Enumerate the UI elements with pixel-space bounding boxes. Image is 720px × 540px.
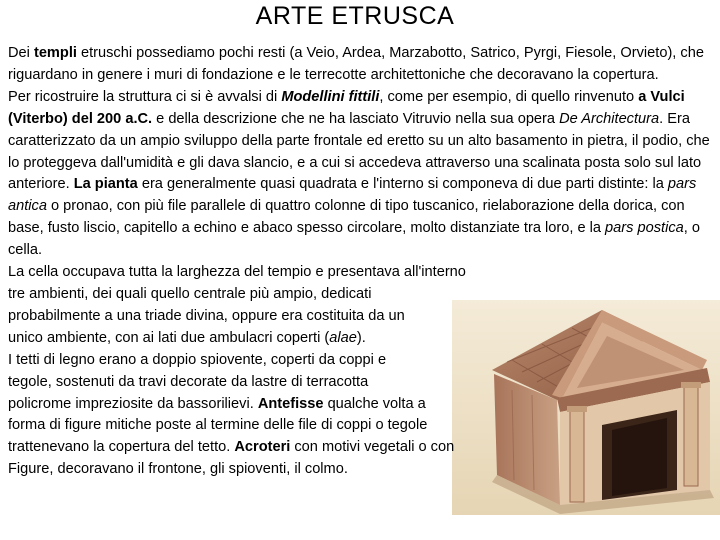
line-tetti-5: [8, 437, 712, 459]
line-tetti-6: Figure, decoravano il frontone, gli spioventi, il colmo.: [8, 461, 348, 478]
text-run: era generalmente quasi quadrata e l'interno si componeva di due parti distinte: la: [137, 176, 668, 193]
term-de-architectura: De Architectura: [559, 110, 660, 127]
text-run: , o cella.: [8, 220, 700, 259]
paragraph-intro: [8, 43, 712, 87]
text-run: unico ambiente, con ai lati due ambulacri coperti (: [8, 329, 330, 346]
line-cella-3: probabilmente a una triade divina, oppure era costituita da un: [8, 307, 405, 324]
term-antefisse: Antefisse: [257, 395, 324, 412]
term-pars-postica: pars postica: [605, 220, 684, 237]
text-run: Dei: [8, 45, 34, 61]
line-cella-1: La cella occupava tutta la larghezza del tempio e presentava all'interno: [8, 264, 466, 281]
line-cella-4: [8, 328, 712, 350]
text-run: . Era caratterizzato da un ampio sviluppo della parte frontale ed eretto su un alto basamento in pietra, il podio, che lo proteggeva dall'umidità e gli dava slancio, e a cui si accedeva attraverso una scalinata posta solo sul lato anteriore.: [8, 110, 710, 193]
text-run: o pronao, con più file parallele di quattro colonne di tipo tuscanico, rielaborazione della dorica, con base, fusto liscio, capitello a echino e abaco spesso circolare, molto distanziate tra loro, e la: [8, 198, 685, 237]
paragraph-structure: [8, 87, 712, 262]
line-cella-2: tre ambienti, dei quali quello centrale più ampio, dedicati: [8, 285, 372, 302]
term-acroteri: Acroteri: [234, 439, 291, 456]
text-run: policrome impreziosite da bassorilievi.: [8, 395, 258, 412]
article-text: [8, 43, 712, 481]
text-run: trattenevano la copertura del tetto.: [8, 439, 235, 456]
text-run: etruschi possediamo pochi resti (a Veio, Ardea, Marzabotto, Satrico, Pyrgi, Fiesole, Orvieto), che riguardano in genere i muri di fondazione e le terrecotte architettoniche che decoravano la copertura.: [8, 45, 704, 83]
line-tetti-4: forma di figure mitiche poste al termine delle file di coppi o tegole: [8, 417, 428, 434]
text-run: con motivi vegetali o con: [290, 439, 455, 456]
term-modellini-fittili: Modellini fittili: [281, 88, 380, 105]
text-run: e della descrizione che ne ha lasciato Vitruvio nella sua opera: [152, 110, 560, 127]
term-alae: alae: [329, 329, 357, 346]
text-run: , come per esempio, di quello rinvenuto: [379, 88, 639, 105]
term-vulci: a Vulci (Viterbo) del 200 a.C.: [8, 88, 685, 127]
line-tetti-3: [8, 394, 712, 416]
term-la-pianta: La pianta: [73, 176, 138, 193]
text-run: ).: [356, 329, 366, 346]
term-pars-antica: pars antica: [8, 176, 697, 215]
line-tetti-2: tegole, sostenuti da travi decorate da lastre di terracotta: [8, 373, 369, 390]
line-tetti-1: I tetti di legno erano a doppio spiovente, coperti da coppi e: [8, 351, 387, 368]
text-run: Per ricostruire la struttura ci si è avvalsi di: [8, 88, 282, 105]
term-templi: templi: [33, 45, 77, 61]
page-title: ARTE ETRUSCA: [255, 2, 455, 30]
text-run: qualche volta a: [323, 395, 426, 412]
